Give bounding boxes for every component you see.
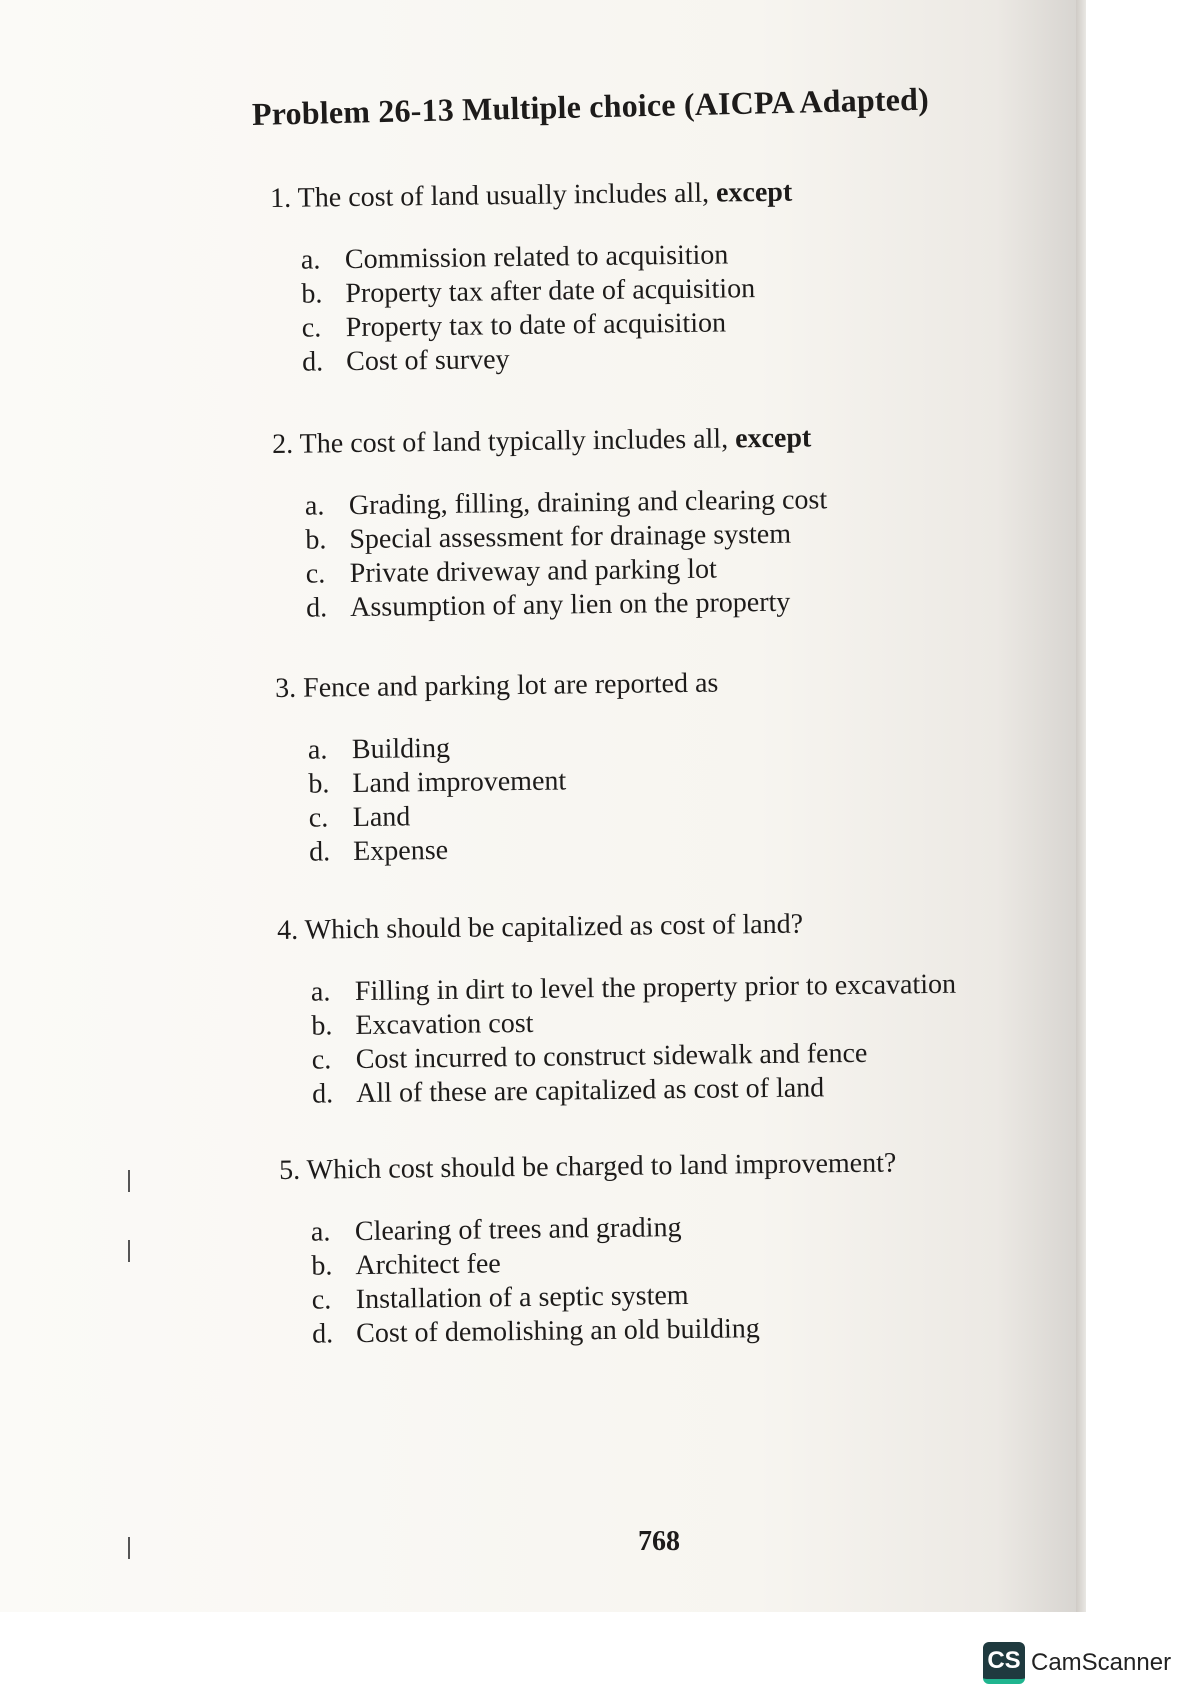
question-text: The cost of land usually includes all, xyxy=(297,177,717,214)
option-d xyxy=(312,1310,899,1351)
option-text: Clearing of trees and grading xyxy=(354,1212,682,1248)
option-text: Building xyxy=(351,732,451,766)
option-letter: d. xyxy=(302,346,324,378)
page-edge-shadow xyxy=(1076,0,1086,1612)
question-4 xyxy=(277,906,957,1112)
option-letter: a. xyxy=(300,244,321,276)
option-text: Cost incurred to construct sidewalk and fence xyxy=(355,1037,868,1076)
option-text: Grading, filling, draining and clearing cost xyxy=(348,484,828,522)
option-letter: c. xyxy=(308,802,329,834)
option-text: Assumption of any lien on the property xyxy=(350,586,791,624)
question-stem xyxy=(279,1146,897,1188)
option-d xyxy=(309,831,721,870)
page-number: 768 xyxy=(638,1526,680,1557)
option-letter: d. xyxy=(306,592,328,624)
question-text: The cost of land typically includes all, xyxy=(299,423,736,460)
option-text: Cost of survey xyxy=(346,344,510,378)
option-letter: a. xyxy=(310,976,331,1008)
option-b xyxy=(305,517,828,557)
question-stem xyxy=(277,906,955,948)
option-text: Private driveway and parking lot xyxy=(349,553,717,590)
option-d xyxy=(302,340,794,380)
scan-mark xyxy=(128,1537,130,1559)
option-letter: b. xyxy=(308,768,330,800)
question-stem xyxy=(275,667,719,706)
option-c xyxy=(309,797,721,836)
scan-mark xyxy=(128,1170,130,1192)
option-c xyxy=(302,306,794,346)
question-stem xyxy=(272,421,827,462)
option-letter: a. xyxy=(310,1216,331,1248)
option-text: Commission related to acquisition xyxy=(344,239,729,276)
question-3 xyxy=(275,667,721,870)
option-letter: d. xyxy=(312,1078,334,1110)
options-list xyxy=(308,729,721,870)
options-list xyxy=(311,1208,899,1351)
option-letter: b. xyxy=(311,1250,333,1282)
option-letter: b. xyxy=(301,278,323,310)
option-letter: c. xyxy=(311,1284,332,1316)
question-2 xyxy=(272,421,829,626)
options-list xyxy=(301,238,795,380)
option-letter: c. xyxy=(311,1044,332,1076)
option-d xyxy=(306,585,829,625)
option-letter: c. xyxy=(301,312,322,344)
option-letter: b. xyxy=(311,1010,333,1042)
option-text: Land improvement xyxy=(352,765,567,800)
question-emphasis: except xyxy=(734,422,812,455)
options-list xyxy=(305,483,829,625)
option-text: Cost of demolishing an old building xyxy=(356,1313,761,1350)
option-text: Architect fee xyxy=(355,1248,501,1282)
scan-mark xyxy=(128,1240,130,1262)
question-emphasis: except xyxy=(715,176,793,209)
camscanner-logo-icon: CS xyxy=(983,1642,1025,1684)
question-text: Fence and parking lot are reported as xyxy=(303,667,719,704)
question-number: 1. xyxy=(270,182,292,214)
question-number: 4. xyxy=(277,914,299,946)
option-letter: a. xyxy=(304,490,325,522)
option-letter: c. xyxy=(305,558,326,590)
question-text: Which should be capitalized as cost of land? xyxy=(304,908,804,946)
question-1 xyxy=(270,176,794,380)
question-number: 5. xyxy=(279,1154,301,1186)
option-text: Land xyxy=(352,801,411,834)
camscanner-watermark xyxy=(983,1642,1171,1684)
page-title: Problem 26-13 Multiple choice (AICPA Adapted) xyxy=(251,80,930,132)
option-letter: d. xyxy=(309,836,331,868)
option-letter: b. xyxy=(305,524,327,556)
option-text: Filling in dirt to level the property prior to excavation xyxy=(354,968,957,1008)
option-text: Property tax after date of acquisition xyxy=(345,273,756,310)
option-letter: d. xyxy=(312,1318,334,1350)
option-a xyxy=(308,729,720,768)
question-text: Which cost should be charged to land improvement? xyxy=(306,1147,897,1186)
option-text: Expense xyxy=(353,834,449,868)
question-number: 2. xyxy=(272,428,294,460)
option-letter: a. xyxy=(307,734,328,766)
option-text: Installation of a septic system xyxy=(355,1280,689,1316)
options-list xyxy=(311,968,958,1112)
question-stem xyxy=(270,176,792,216)
option-text: Excavation cost xyxy=(355,1007,534,1042)
option-text: Property tax to date of acquisition xyxy=(345,307,727,344)
option-text: Special assessment for drainage system xyxy=(349,518,792,556)
camscanner-label: CamScanner xyxy=(1031,1649,1172,1676)
option-text: All of these are capitalized as cost of land xyxy=(356,1072,825,1110)
question-5 xyxy=(279,1146,899,1352)
option-b xyxy=(308,763,720,802)
question-number: 3. xyxy=(275,672,297,704)
